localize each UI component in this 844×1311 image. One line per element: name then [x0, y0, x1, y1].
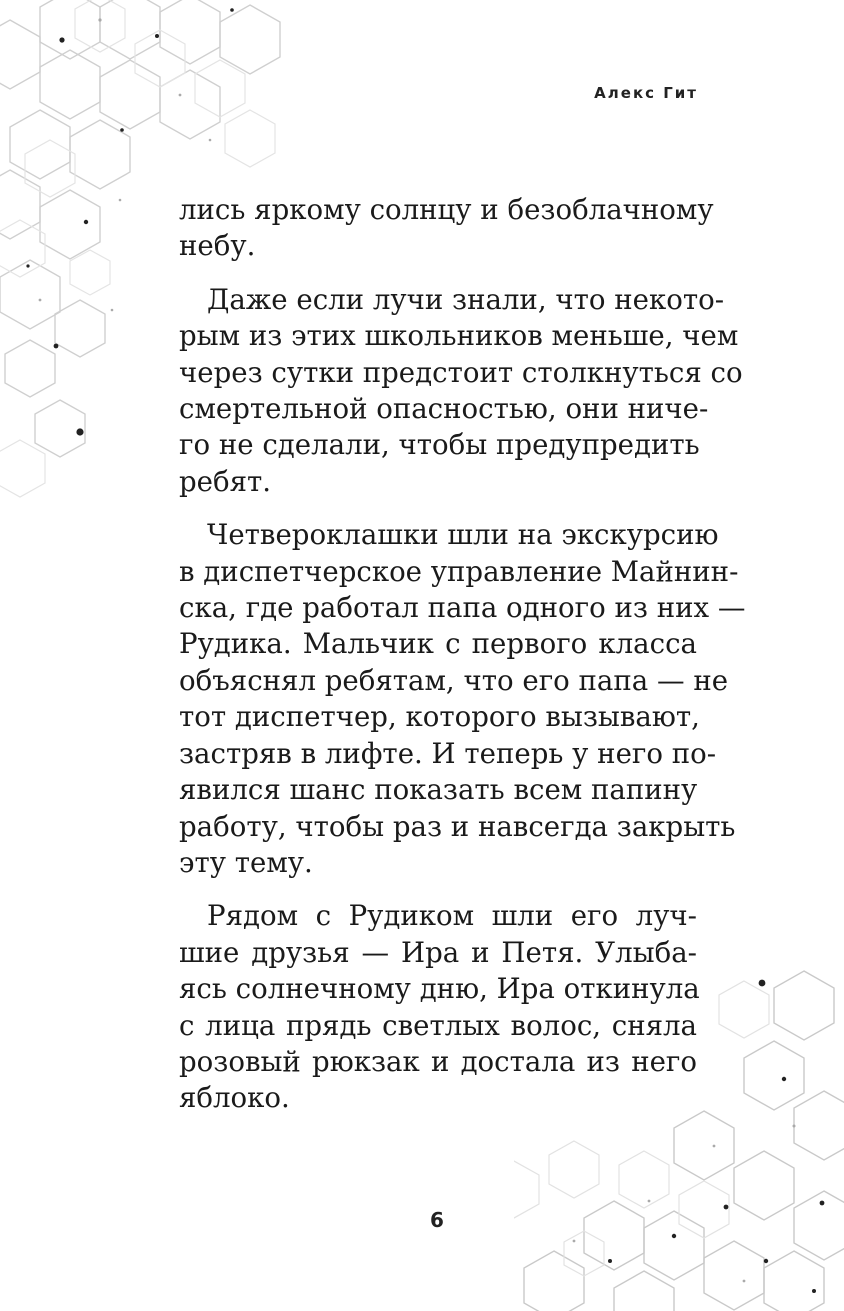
text-line: розовый рюкзак и достала из него	[179, 1044, 697, 1078]
text-line: явился шанс показать всем папину	[179, 773, 698, 807]
text-line: ясь солнечному дню, Ира откинула	[179, 972, 700, 1006]
text-line: Даже если лучи знали, что некото-	[207, 282, 725, 316]
text-line: эту тему.	[179, 845, 313, 879]
text-line: тот диспетчер, которого вызывают,	[179, 700, 700, 734]
text-line: рым из этих школьников меньше, чем	[179, 319, 739, 353]
text-line: работу, чтобы раз и навсегда закрыть	[179, 809, 736, 843]
page-number: 6	[430, 1208, 444, 1232]
paragraph	[179, 517, 746, 881]
body-text	[179, 192, 746, 1134]
paragraph	[179, 282, 743, 500]
running-head-author: Алекс Гит	[594, 84, 698, 102]
paragraph	[179, 898, 700, 1116]
text-line: Четвероклашки шли на экскурсию	[207, 518, 719, 552]
text-line: шие друзья — Ира и Петя. Улыба-	[179, 935, 697, 969]
text-line: лись яркому солнцу и безоблачному	[179, 193, 714, 226]
text-line: небу.	[179, 229, 256, 263]
text-line: с лица прядь светлых волос, сняла	[179, 1008, 697, 1042]
paragraph	[179, 192, 714, 265]
text-line: Рудика. Мальчик с первого класса	[179, 627, 697, 661]
text-line: в диспетчерское управление Майнин-	[179, 554, 739, 588]
text-line: ребят.	[179, 464, 272, 498]
text-line: яблоко.	[179, 1081, 290, 1115]
text-line: ска, где работал папа одного из них —	[179, 591, 746, 625]
text-line: смертельной опасностью, они ниче-	[179, 392, 709, 426]
text-line: объяснял ребятам, что его папа — не	[179, 663, 729, 697]
text-line: Рядом с Рудиком шли его луч-	[207, 899, 697, 933]
text-line: застряв в лифте. И теперь у него по-	[179, 736, 717, 770]
text-line: го не сделали, чтобы предупредить	[179, 428, 700, 462]
text-line: через сутки предстоит столкнуться со	[179, 355, 743, 389]
